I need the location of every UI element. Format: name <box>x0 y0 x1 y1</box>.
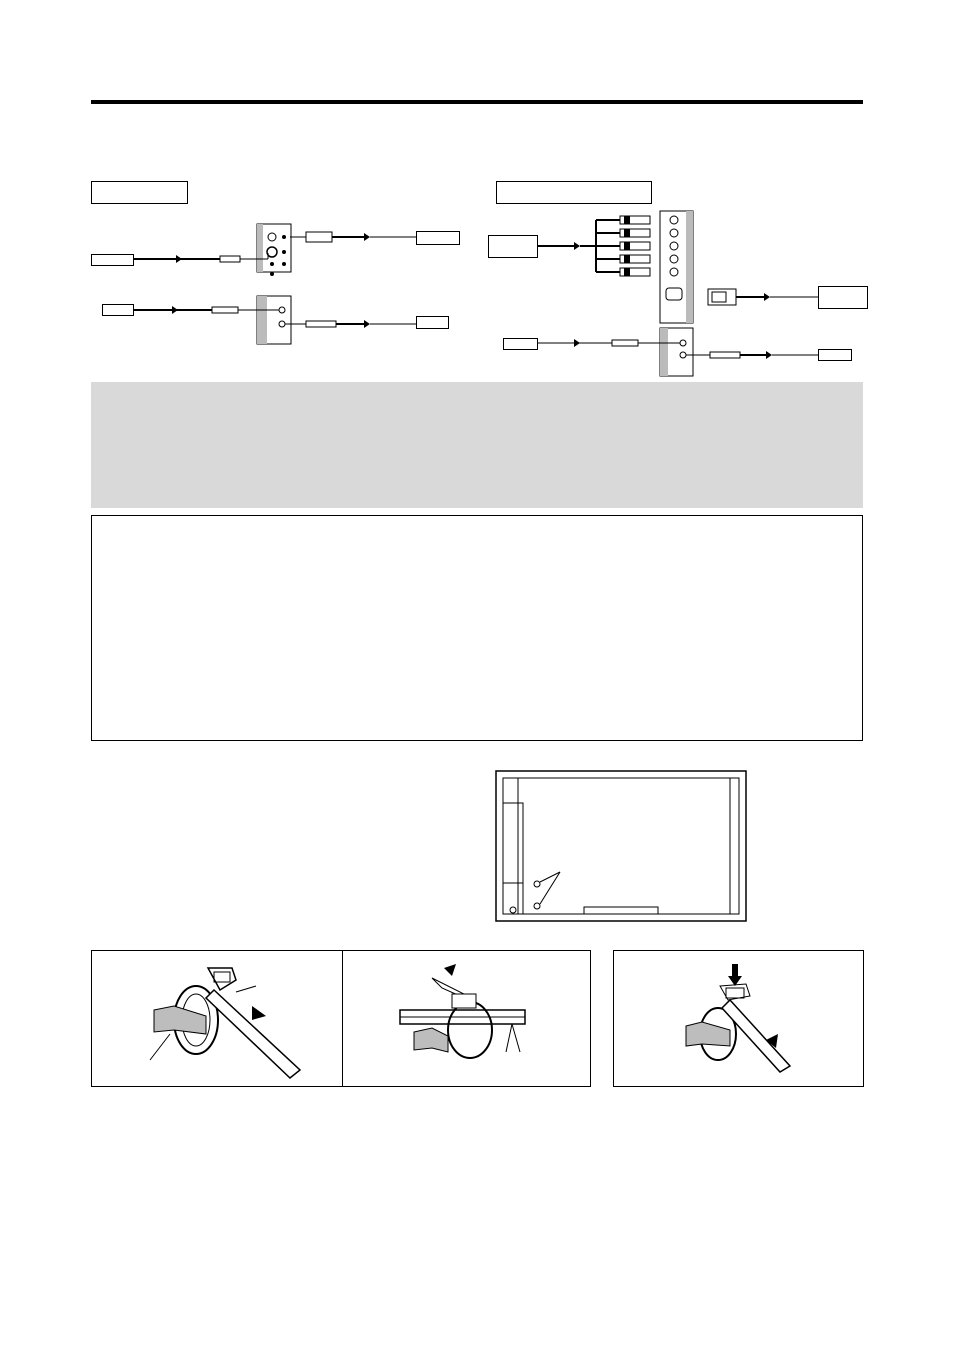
left-device-box-4 <box>416 316 449 329</box>
clamp-step-box-2 <box>342 950 591 1087</box>
top-rule <box>91 100 863 104</box>
right-diagram-header-box <box>496 181 652 204</box>
left-device-box-1 <box>91 254 134 266</box>
left-diagram-header-box <box>91 181 188 204</box>
left-device-box-3 <box>102 304 134 316</box>
clamp-step-box-3 <box>613 950 864 1087</box>
notes-panel <box>91 382 863 508</box>
left-upper-terminal-panel <box>257 224 291 276</box>
clamp-step-box-1 <box>91 950 343 1087</box>
right-lower-terminal-panel <box>660 328 693 376</box>
left-device-box-2 <box>416 231 460 245</box>
left-lower-terminal-panel <box>257 296 291 344</box>
info-box <box>91 515 863 741</box>
right-device-box-3 <box>503 338 538 350</box>
right-device-box-1 <box>488 235 538 258</box>
right-device-box-2 <box>818 286 868 309</box>
right-upper-terminal-panel <box>660 211 693 323</box>
right-device-box-4 <box>818 349 852 361</box>
